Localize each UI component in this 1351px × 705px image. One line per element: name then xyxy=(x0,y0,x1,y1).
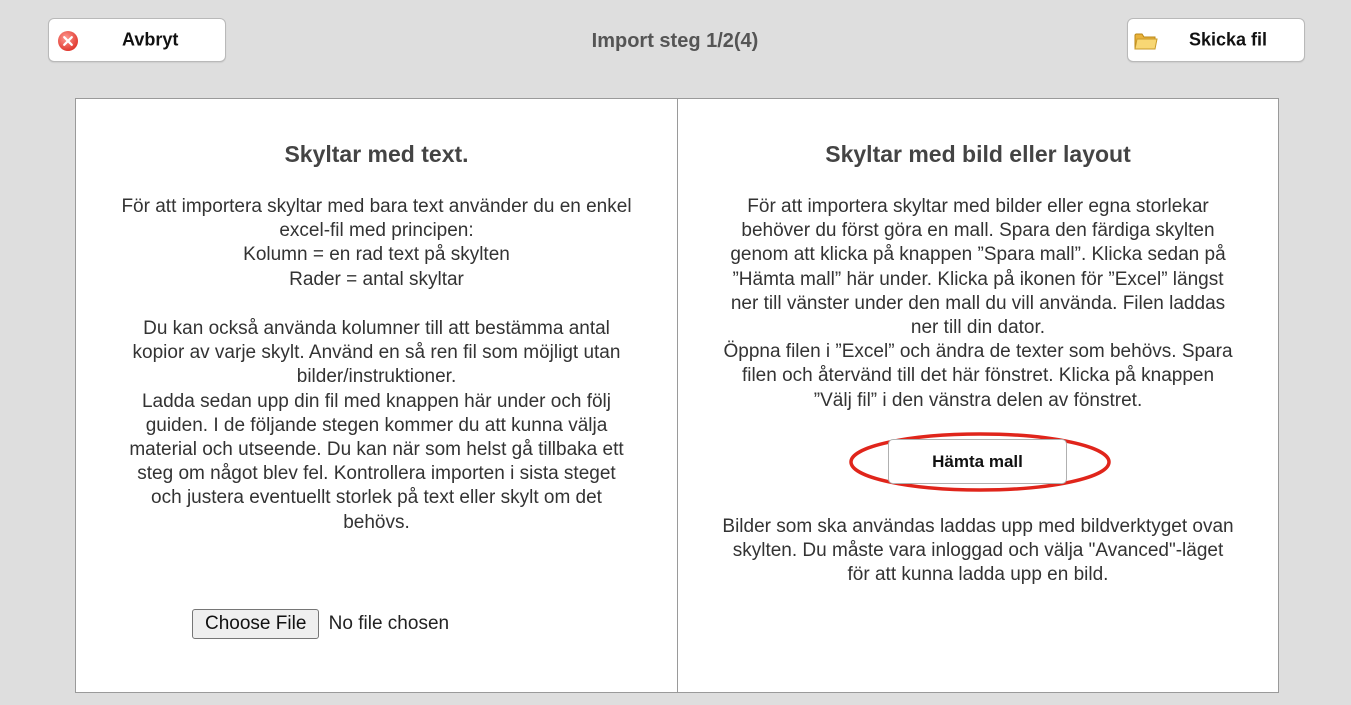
text-line: Öppna filen i ”Excel” och ändra de texter som behövs. Spara xyxy=(723,341,1233,363)
text-line: guiden. I de följande stegen kommer du att kunna välja xyxy=(145,414,608,436)
text-line: behövs. xyxy=(343,511,410,533)
text-line: ner till din dator. xyxy=(910,317,1046,339)
text-line: steg om något blev fel. Kontrollera importen i sista steget xyxy=(137,463,616,485)
text-line: Kolumn = en rad text på skylten xyxy=(243,244,510,266)
text-signs-intro xyxy=(86,195,667,292)
folder-icon xyxy=(1134,31,1158,51)
layout-signs-heading: Skyltar med bild eller layout xyxy=(825,141,1131,167)
text-line: kopior av varje skylt. Använd en så ren fil som möjligt utan xyxy=(132,342,621,364)
top-toolbar xyxy=(0,0,1351,90)
text-signs-panel xyxy=(76,99,678,692)
text-line: behöver du först göra en mall. Spara den färdiga skylten xyxy=(741,220,1215,242)
text-line: filen och återvänd till det här fönstret. Klicka på knappen xyxy=(741,365,1215,387)
image-upload-note xyxy=(688,515,1268,588)
text-line: ”Hämta mall” här under. Klicka på ikonen för ”Excel” längst xyxy=(732,268,1224,290)
text-signs-instructions xyxy=(86,317,667,535)
text-line: och justera eventuellt storlek på text eller skylt om det xyxy=(151,487,602,509)
text-line: Rader = antal skyltar xyxy=(289,268,464,290)
text-line: Bilder som ska användas laddas upp med bildverktyget ovan xyxy=(722,516,1234,537)
text-line: genom att klicka på knappen ”Spara mall”. Klicka sedan på xyxy=(730,244,1226,266)
file-input xyxy=(192,609,449,639)
text-line: material och utseende. Du kan när som helst gå tillbaka ett xyxy=(129,439,624,461)
layout-signs-panel xyxy=(678,99,1278,692)
cancel-label: Avbryt xyxy=(122,29,179,50)
text-line: bilder/instruktioner. xyxy=(296,366,457,388)
text-line: excel-fil med principen: xyxy=(279,220,474,242)
text-line: för att kunna ladda upp en bild. xyxy=(847,564,1109,586)
text-line: skylten. Du måste vara inloggad och välja "Avanced"-läget xyxy=(732,540,1224,562)
text-line: För att importera skyltar med bilder eller egna storlekar xyxy=(747,196,1209,217)
file-status: No file chosen xyxy=(328,613,450,634)
text-signs-heading: Skyltar med text. xyxy=(284,141,469,167)
text-line: ner till vänster under den mall du vill använda. Filen laddas xyxy=(730,292,1226,314)
choose-file-button[interactable]: Choose File xyxy=(192,609,319,639)
close-circle-icon xyxy=(57,30,79,52)
text-line: För att importera skyltar med bara text använder du en enkel xyxy=(121,196,632,217)
text-line: Ladda sedan upp din fil med knappen här under och följ xyxy=(141,390,611,412)
get-template-button[interactable]: Hämta mall xyxy=(888,439,1067,484)
text-line: ”Välj fil” i den vänstra delen av fönstret. xyxy=(813,389,1143,411)
layout-signs-instructions xyxy=(688,195,1268,413)
page-title: Import steg 1/2(4) xyxy=(591,30,759,52)
template-button-wrapper xyxy=(848,431,1112,493)
text-line: Du kan också använda kolumner till att bestämma antal xyxy=(143,318,610,339)
send-file-button[interactable] xyxy=(1127,18,1305,62)
cancel-button[interactable] xyxy=(48,18,226,62)
send-file-label: Skicka fil xyxy=(1189,29,1268,50)
import-options-container xyxy=(75,98,1279,693)
